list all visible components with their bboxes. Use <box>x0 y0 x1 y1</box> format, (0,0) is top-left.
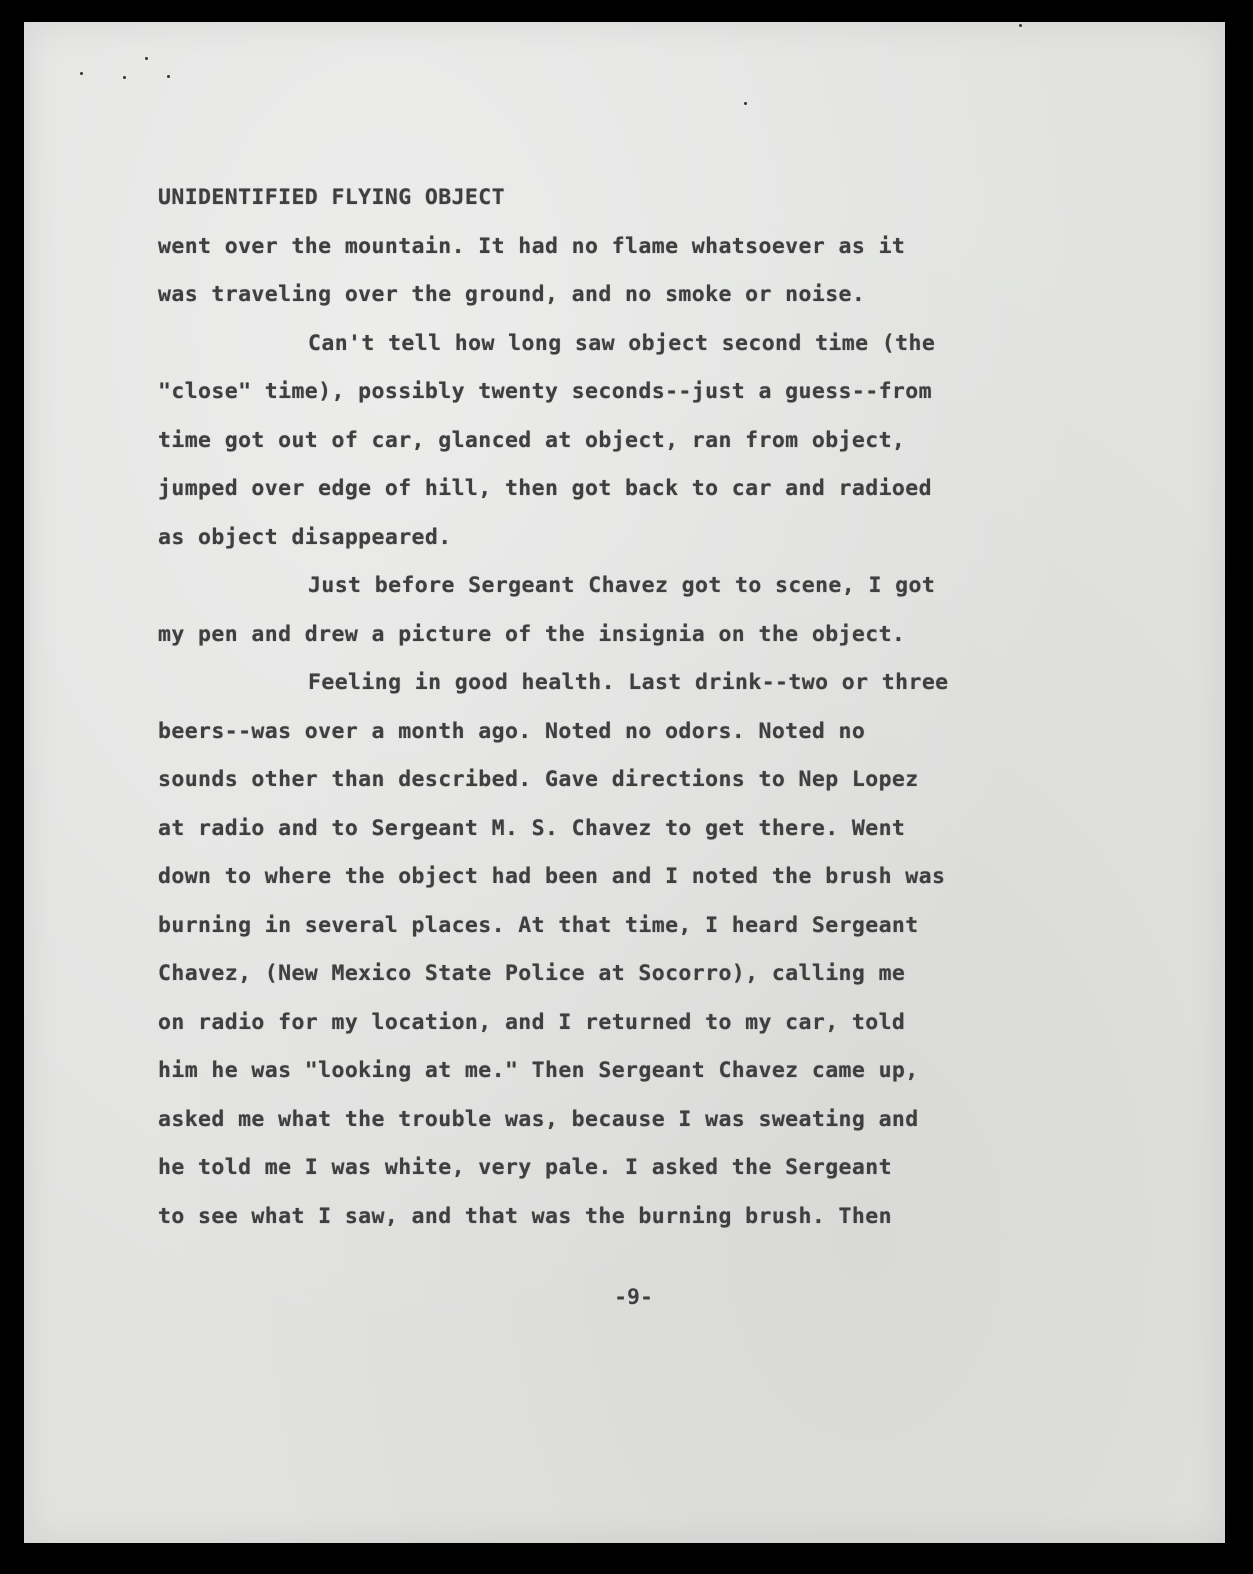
text-line: beers--was over a month ago. Noted no odors. Noted no <box>158 718 866 744</box>
paper-speck <box>167 75 170 78</box>
paper-speck <box>1019 24 1022 27</box>
paper-speck <box>145 57 148 60</box>
text-line: he told me I was white, very pale. I asked the Sergeant <box>158 1155 892 1180</box>
text-line: jumped over edge of hill, then got back to car and radioed <box>158 476 932 501</box>
text-line: time got out of car, glanced at object, ran from object, <box>158 427 906 453</box>
text-line: Just before Sergeant Chavez got to scene, I got <box>308 573 936 598</box>
text-line: as object disappeared. <box>158 524 452 550</box>
text-line: Chavez, (New Mexico State Police at Socorro), calling me <box>158 961 906 986</box>
document-heading: UNIDENTIFIED FLYING OBJECT <box>158 185 505 210</box>
text-line: down to where the object had been and I noted the brush was <box>158 864 946 889</box>
text-line: on radio for my location, and I returned to my car, told <box>158 1009 906 1035</box>
text-line: my pen and drew a picture of the insignia on the object. <box>158 621 906 647</box>
text-line: was traveling over the ground, and no smoke or noise. <box>158 282 866 307</box>
text-line: sounds other than described. Gave directions to Nep Lopez <box>158 767 919 792</box>
text-line: him he was "looking at me." Then Sergeant Chavez came up, <box>158 1058 919 1083</box>
text-line: to see what I saw, and that was the burning brush. Then <box>158 1203 892 1229</box>
typed-text-block <box>158 174 1058 1241</box>
text-line: "close" time), possibly twenty seconds--just a guess--from <box>158 379 932 404</box>
text-line: asked me what the trouble was, because I was sweating and <box>158 1106 919 1132</box>
text-line: burning in several places. At that time, I heard Sergeant <box>158 912 919 938</box>
paper-speck <box>123 76 126 79</box>
page-number: -9- <box>614 1285 653 1310</box>
text-line: went over the mountain. It had no flame whatsoever as it <box>158 233 906 259</box>
text-line: Feeling in good health. Last drink--two or three <box>308 670 949 695</box>
text-line: Can't tell how long saw object second time (the <box>308 330 936 356</box>
paper-speck <box>80 72 83 75</box>
body-lines <box>158 223 1058 1242</box>
paper-speck <box>744 102 747 105</box>
text-line: at radio and to Sergeant M. S. Chavez to get there. Went <box>158 815 906 841</box>
